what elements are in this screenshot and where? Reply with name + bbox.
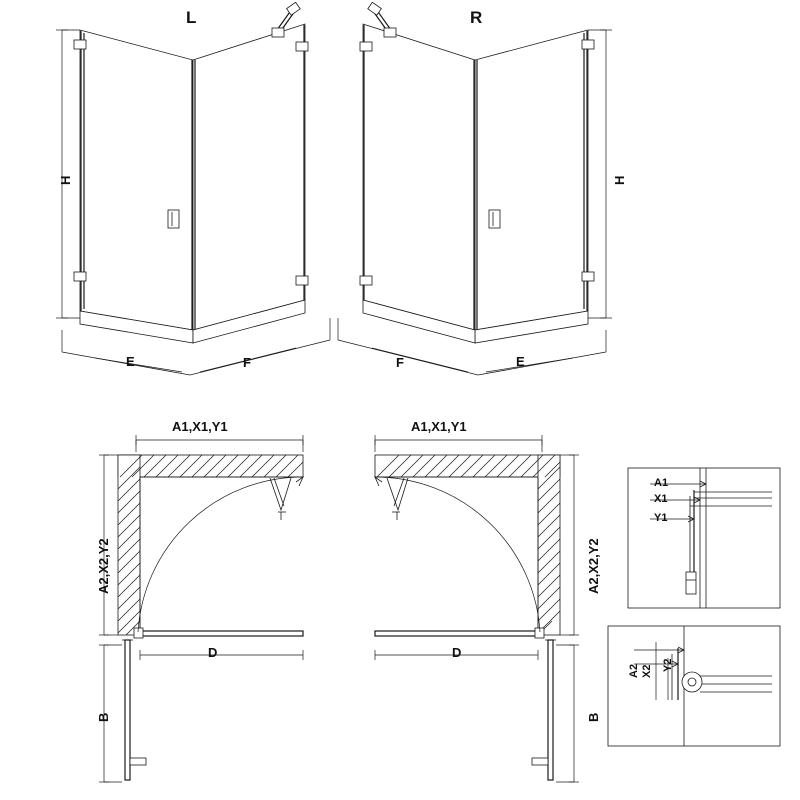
detail-bottom [608, 626, 780, 746]
detail-bottom-label-y2: Y2 [662, 658, 674, 672]
iso-left-panel-f-label: F [243, 355, 251, 370]
plan-left-swing-label: B [96, 712, 111, 722]
detail-bottom-label-x2: X2 [641, 664, 653, 678]
plan-left-inner-dim-label: D [208, 645, 218, 660]
detail-top-label-y1: Y1 [654, 512, 668, 524]
iso-right-panel-f-label: F [396, 355, 404, 370]
plan-view-right [375, 435, 579, 782]
iso-view-right [338, 2, 612, 375]
detail-top-label-x1: X1 [654, 493, 668, 505]
iso-left-height-label: H [58, 175, 73, 185]
iso-left-panel-e-label: E [126, 354, 135, 369]
detail-top [628, 468, 780, 608]
iso-right-variant-label: R [470, 8, 483, 27]
detail-top-label-a1: A1 [654, 477, 669, 489]
iso-left-variant-label: L [186, 8, 197, 27]
iso-right-height-label: H [612, 175, 627, 185]
plan-right-side-dim-label: A2,X2,Y2 [586, 538, 601, 594]
plan-left-top-dim-label: A1,X1,Y1 [172, 419, 228, 434]
detail-bottom-label-a2: A2 [628, 663, 640, 678]
plan-right-swing-label: B [586, 712, 601, 722]
plan-right-inner-dim-label: D [452, 645, 462, 660]
iso-view-left [56, 2, 330, 375]
plan-view-left [99, 435, 303, 782]
iso-right-panel-e-label: E [516, 354, 525, 369]
plan-right-top-dim-label: A1,X1,Y1 [411, 419, 467, 434]
plan-left-side-dim-label: A2,X2,Y2 [96, 538, 111, 594]
